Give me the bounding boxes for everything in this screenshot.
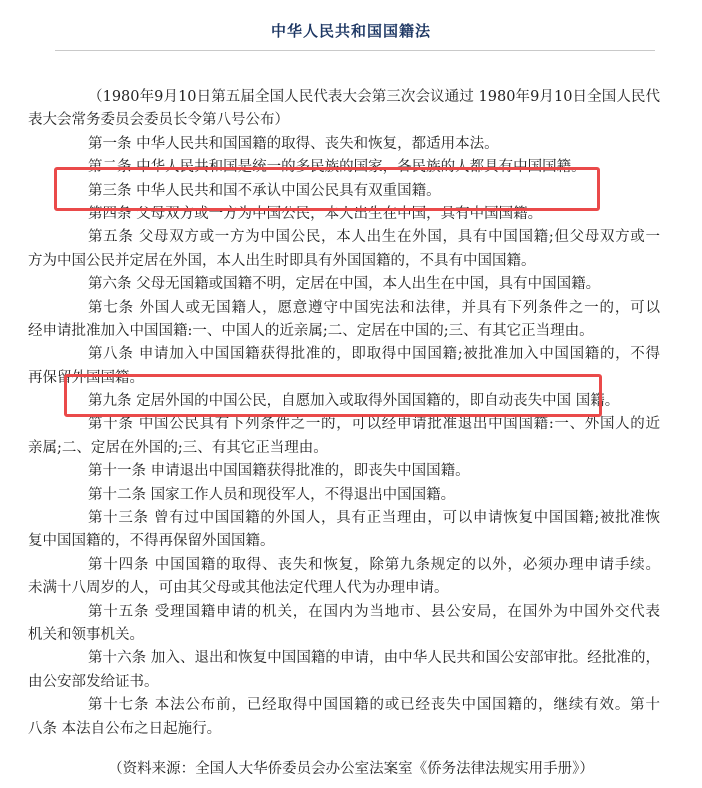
article-paragraph	[28, 507, 660, 554]
text-line: 第五条 父母双方或一方为中国公民，本人出生在外国，具有中国国籍;但父母双方或一	[88, 229, 660, 246]
article-paragraph	[28, 460, 660, 483]
text-line: 第十五条 受理国籍申请的机关，在国内为当地市、县公安局，在国外为中国外交代表	[88, 603, 660, 620]
article-paragraph	[28, 273, 660, 296]
title-divider	[55, 50, 655, 51]
text-line: 八条 本法自公布之日起施行。	[28, 720, 222, 737]
article-paragraph	[28, 694, 660, 741]
article-paragraph	[28, 133, 660, 156]
text-line: 第十条 中国公民具有下列条件之一的，可以经申请批准退出中国国籍:一、外国人的近	[88, 416, 660, 433]
article-paragraph	[28, 647, 660, 694]
article-paragraph	[28, 413, 660, 460]
text-line: 亲属;二、定居在外国的;三、有其它正当理由。	[28, 439, 328, 456]
article-paragraph	[28, 297, 660, 344]
article-paragraph	[28, 554, 660, 601]
text-line: 第七条 外国人或无国籍人，愿意遵守中国宪法和法律，并具有下列条件之一的，可以	[88, 299, 660, 316]
text-line: 第九条 定居外国的中国公民，自愿加入或取得外国国籍的，即自动丧失中国 国籍。	[88, 393, 620, 410]
text-line: 第十四条 中国国籍的取得、丧失和恢复，除第九条规定的以外，必须办理申请手续。	[88, 556, 660, 573]
text-line: 第四条 父母双方或一方为中国公民，本人出生在中国，具有中国国籍。	[88, 205, 543, 222]
text-line: 经申请批准加入中国国籍:一、中国人的近亲属;二、定居在中国的;三、有其它正当理由。	[28, 322, 594, 339]
text-line: 机关和领事机关。	[28, 626, 144, 643]
text-line: 第一条 中华人民共和国国籍的取得、丧失和恢复，都适用本法。	[88, 135, 499, 152]
text-line: 第十七条 本法公布前，已经取得中国国籍的或已经丧失中国国籍的，继续有效。第十	[88, 697, 660, 714]
document-title: 中华人民共和国国籍法	[270, 22, 431, 40]
article-paragraph	[28, 484, 660, 507]
text-line: 第二条 中华人民共和国是统一的多民族的国家，各民族的人都具有中国国籍。	[88, 159, 586, 176]
text-line: 方为中国公民并定居在外国，本人出生时即具有外国国籍的，不具有中国国籍。	[28, 252, 536, 269]
text-line: 未满十八周岁的人，可由其父母或其他法定代理人代为办理申请。	[28, 580, 449, 597]
text-line: 第六条 父母无国籍或国籍不明，定居在中国，本人出生在中国，具有中国国籍。	[88, 276, 601, 293]
text-line: 表大会常务委员会委员长令第八号公布）	[28, 112, 289, 129]
text-line: 第十二条 国家工作人员和现役军人，不得退出中国国籍。	[88, 486, 456, 503]
text-line: 第十三条 曾有过中国国籍的外国人，具有正当理由，可以申请恢复中国国籍;被批准恢	[88, 510, 660, 527]
text-line: 由公安部发给证书。	[28, 673, 159, 690]
text-line: 复中国国籍的，不得再保留外国国籍。	[28, 533, 275, 550]
article-paragraph	[28, 226, 660, 273]
text-line: 第三条 中华人民共和国不承认中国公民具有双重国籍。	[88, 182, 441, 199]
text-line: 再保留外国国籍。	[28, 369, 144, 386]
source-note: （资料来源：全国人大华侨委员会办公室法案室《侨务法律法规实用手册》）	[108, 761, 594, 777]
highlight-article-3	[54, 167, 600, 211]
article-paragraph	[28, 601, 660, 648]
article-paragraph	[28, 86, 660, 133]
text-line: 第十一条 申请退出中国国籍获得批准的，即丧失中国国籍。	[88, 463, 470, 480]
text-line: 第十六条 加入、退出和恢复中国国籍的申请，由中华人民共和国公安部审批。经批准的，	[88, 650, 660, 667]
highlight-article-9	[64, 374, 602, 417]
text-line: 第八条 申请加入中国国籍获得批准的，即取得中国国籍;被批准加入中国国籍的，不得	[88, 346, 660, 363]
text-line: （1980年9月10日第五届全国人民代表大会第三次会议通过 1980年9月10日全国人民代	[88, 89, 660, 105]
